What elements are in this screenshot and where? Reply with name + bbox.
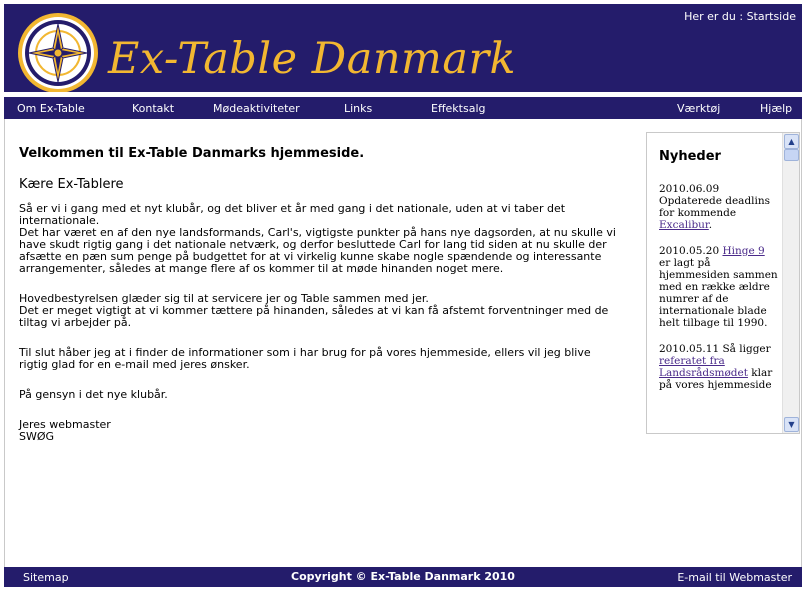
breadcrumb-current[interactable]: Startside [746,10,796,23]
signature-line2: SWØG [19,430,55,443]
compass-logo-icon[interactable] [17,12,99,94]
paragraph-board-line1: Hovedbestyrelsen glæder sig til at servicere jer og Table sammen med jer. [19,292,429,305]
paragraph-board [19,293,619,329]
news-date: 2010.05.20 [659,245,720,257]
nav-om-ex-table[interactable]: Om Ex-Table [17,102,85,115]
news-text: klar på vores hjemmeside [659,367,773,391]
news-item [659,245,779,329]
news-date: 2010.06.09 [659,183,720,195]
paragraph-board-line2: Det er meget vigtigt at vi kommer tættere på hinanden, således at vi kan få afstemt forventninger med de tiltag vi arbejder på. [19,304,609,329]
sitemap-link[interactable]: Sitemap [23,571,69,584]
site-title: Ex-Table Danmark [108,34,517,84]
scroll-thumb[interactable] [784,149,799,161]
news-scrollbar[interactable] [782,133,799,433]
greeting: Kære Ex-Tablere [19,177,124,192]
nav-hjaelp[interactable]: Hjælp [760,102,793,115]
arrow-down-icon[interactable]: ▼ [784,417,799,432]
news-link-hinge[interactable]: Hinge 9 [722,245,765,257]
news-text: Opdaterede deadlins for kommende [659,195,771,219]
paragraph-intro [19,203,619,275]
breadcrumb [684,10,796,23]
email-webmaster-link[interactable]: E-mail til Webmaster [677,571,792,584]
breadcrumb-label: Her er du : [684,10,744,23]
paragraph-intro-line1: Så er vi i gang med et nyt klubår, og det bliver et år med gang i det nationale, uden at vi taber det internationale. [19,202,566,227]
nav-moedeaktiviteter[interactable]: Mødeaktiviteter [213,102,300,115]
nav-vaerktoej[interactable]: Værktøj [677,102,721,115]
news-item [659,343,779,391]
news-item [659,183,779,231]
news-text: er lagt på hjemmesiden sammen med en række ældre numrer af de internationale blade helt tilbage til 1990. [659,257,778,329]
main-content [19,148,619,443]
nav-effektsalg[interactable]: Effektsalg [431,102,486,115]
site-footer [4,567,802,587]
news-link-excalibur[interactable]: Excalibur [659,219,709,231]
news-date: 2010.05.11 [659,343,720,355]
news-text: Så ligger [722,343,771,355]
paragraph-farewell: På gensyn i det nye klubår. [19,388,168,401]
copyright-text: Copyright © Ex-Table Danmark 2010 [291,570,515,583]
paragraph-intro-line2: Det har været en af den nye landsformands, Carl's, vigtigste punkter på hans nye dagsorden, at nu skulle vi have skudt rigtig gang i det nationale netværk, og derfor besluttede Carl for lang tid siden at nu skulle der afsætte en pæn sum penge på budgettet for at vi virkelig kunne skabe nogle spændende og interessante arrangementer, således at mange flere af os kommer til at møde hinanden noget mere. [19,226,616,275]
signature-line1: Jeres webmaster [19,418,111,431]
news-panel[interactable] [646,132,800,434]
nav-links[interactable]: Links [344,102,373,115]
news-list [659,183,779,405]
welcome-heading: Velkommen til Ex-Table Danmarks hjemmeside. [19,146,365,161]
news-text-end: . [708,219,713,231]
main-navbar [4,97,802,119]
news-title: Nyheder [659,149,721,164]
news-link-referat[interactable]: referatet fra Landsrådsmødet [659,355,748,379]
paragraph-closing: Til slut håber jeg at i finder de informationer som i har brug for på vores hjemmeside, ellers vil jeg blive rigtig glad for en e-mail med jeres ønsker. [19,346,591,371]
site-header [4,4,802,92]
arrow-up-icon[interactable]: ▲ [784,134,799,149]
nav-kontakt[interactable]: Kontakt [132,102,175,115]
signature [19,419,619,443]
